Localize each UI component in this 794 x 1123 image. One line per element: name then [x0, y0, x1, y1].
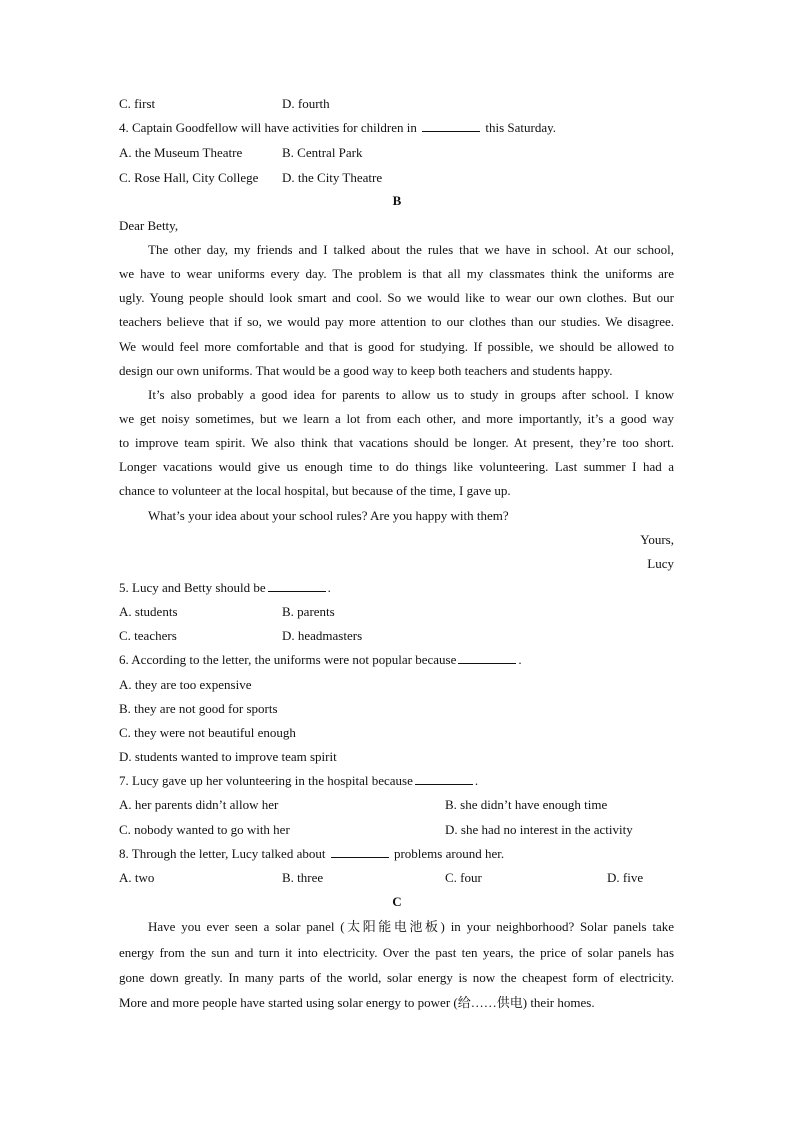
option-d-fourth: D. fourth	[282, 96, 330, 111]
letter-p2-line-2: we get noisy sometimes, but we learn a lot from each other, and more importantly, it’s a good way	[119, 411, 674, 426]
answer-blank	[422, 120, 480, 132]
question-8-option-a: A. two	[119, 870, 155, 885]
letter-p1-line-5: We would feel more comfortable and that is good for studying. If possible, we should be allowed to	[119, 339, 674, 354]
letter-closing: Yours,	[640, 532, 674, 547]
question-8-stem	[119, 846, 504, 862]
question-7-stem: 7. Lucy gave up her volunteering in the hospital because .	[119, 773, 479, 788]
question-8-stem-after: problems around her.	[393, 846, 505, 861]
letter-signature: Lucy	[647, 556, 674, 571]
letter-p2-line-5: chance to volunteer at the local hospital, but because of the time, I gave up.	[119, 483, 511, 498]
question-5-option-d: D. headmasters	[282, 628, 363, 643]
question-8-option-b: B. three	[282, 870, 324, 885]
question-7-option-b: B. she didn’t have enough time	[445, 797, 608, 812]
passage-c-line-2: energy from the sun and turn it into electricity. Over the past ten years, the price of solar panels has	[119, 945, 674, 960]
question-6-option-a: A. they are too expensive	[119, 677, 252, 692]
question-7-option-c: C. nobody wanted to go with her	[119, 822, 290, 837]
question-4-stem-before: 4. Captain Goodfellow will have activities for children in	[119, 120, 417, 135]
question-4-stem	[119, 120, 556, 136]
question-7-option-d: D. she had no interest in the activity	[445, 822, 633, 837]
question-6-option-b: B. they are not good for sports	[119, 701, 278, 716]
letter-p1-line-6: design our own uniforms. That would be a good way to keep both teachers and students happy.	[119, 363, 613, 378]
passage-c-line-3: gone down greatly. In many parts of the world, solar energy is now the cheapest form of electricity.	[119, 970, 674, 985]
passage-c-line-1: Have you ever seen a solar panel (太阳能电池板) in your neighborhood? Solar panels take	[148, 919, 674, 934]
letter-p1-line-3: ugly. Young people should look smart and cool. So we would like to wear our own clothes. But our	[119, 290, 674, 305]
question-8-stem-before: 8. Through the letter, Lucy talked about	[119, 846, 326, 861]
option-c-first: C. first	[119, 96, 156, 111]
letter-p2-line-1: It’s also probably a good idea for parents to allow us to study in groups after school. I know	[148, 387, 674, 402]
question-6-stem: 6. According to the letter, the uniforms were not popular because .	[119, 652, 522, 667]
letter-greeting: Dear Betty,	[119, 218, 179, 233]
question-8-option-c: C. four	[445, 870, 482, 885]
question-6-stem-text: 6. According to the letter, the uniforms were not popular because	[119, 652, 457, 667]
answer-blank	[458, 652, 516, 664]
question-4-option-d: D. the City Theatre	[282, 170, 383, 185]
letter-p1-line-4: teachers believe that if so, we would pay more attention to our clothes than our studies. We disagree.	[119, 314, 674, 329]
question-7-stem-text: 7. Lucy gave up her volunteering in the hospital because	[119, 773, 413, 788]
section-b-heading: B	[392, 193, 402, 208]
question-4-option-c: C. Rose Hall, City College	[119, 170, 259, 185]
question-8-option-d: D. five	[607, 870, 644, 885]
question-4-option-b: B. Central Park	[282, 145, 363, 160]
question-5-stem-text: 5. Lucy and Betty should be	[119, 580, 266, 595]
question-5-option-b: B. parents	[282, 604, 335, 619]
answer-blank	[268, 580, 326, 592]
passage-c-line-4: More and more people have started using solar energy to power (给……供电) their homes.	[119, 995, 595, 1010]
letter-p3: What’s your idea about your school rules? Are you happy with them?	[148, 508, 509, 523]
section-c-heading: C	[392, 894, 402, 909]
answer-blank	[331, 846, 389, 858]
question-5-stem: 5. Lucy and Betty should be .	[119, 580, 331, 595]
question-6-option-c: C. they were not beautiful enough	[119, 725, 296, 740]
question-5-option-c: C. teachers	[119, 628, 177, 643]
question-7-option-a: A. her parents didn’t allow her	[119, 797, 279, 812]
question-6-option-d: D. students wanted to improve team spirit	[119, 749, 337, 764]
letter-p1-line-1: The other day, my friends and I talked about the rules that we have in school. At our school,	[148, 242, 674, 257]
letter-p1-line-2: we have to wear uniforms every day. The problem is that all my classmates think the uniforms are	[119, 266, 674, 281]
question-4-option-a: A. the Museum Theatre	[119, 145, 243, 160]
question-4-stem-after: this Saturday.	[485, 120, 556, 135]
letter-p2-line-4: Longer vacations would give us enough time to do things like volunteering. Last summer I had a	[119, 459, 674, 474]
answer-blank	[415, 773, 473, 785]
question-5-option-a: A. students	[119, 604, 178, 619]
letter-p2-line-3: to improve team spirit. We also think that vacations should be longer. At present, they’re too short.	[119, 435, 674, 450]
